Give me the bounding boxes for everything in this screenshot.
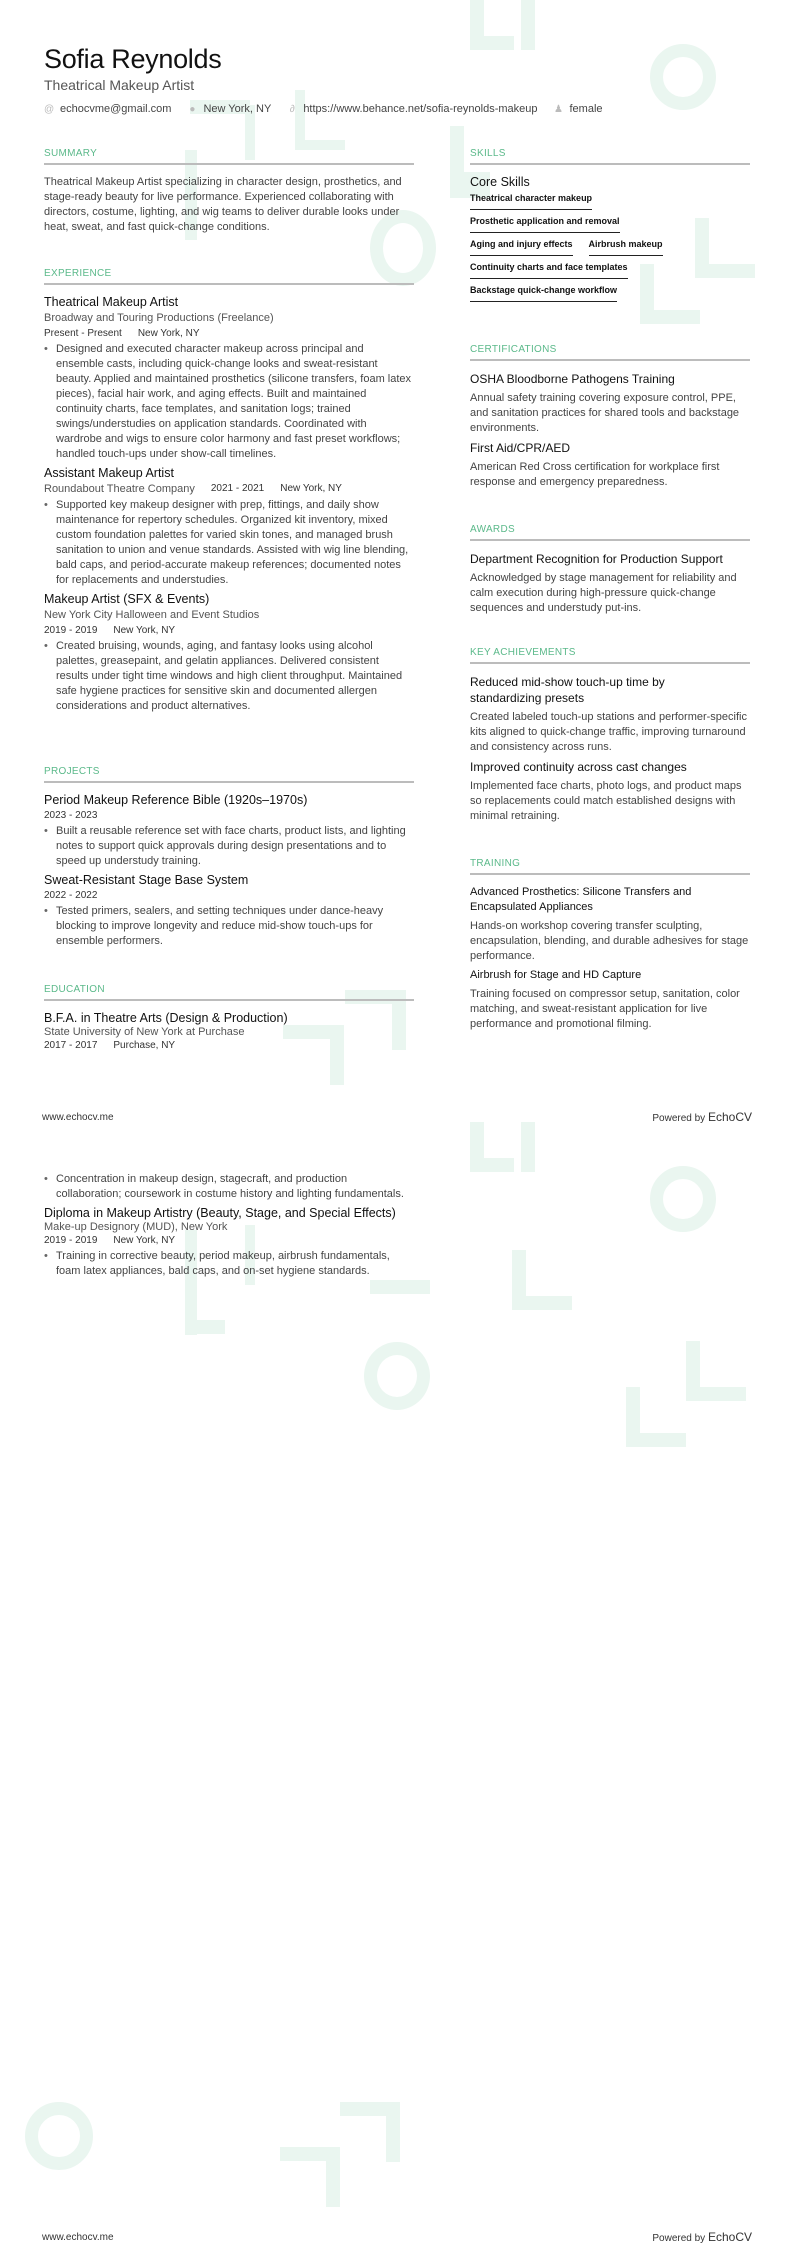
training-text: Hands-on workshop covering transfer sculpting, encapsulation, blending, and durable adhesives for stage performance. [470, 920, 749, 962]
contact-portfolio-link[interactable]: https://www.behance.net/sofia-reynolds-makeup [303, 103, 538, 115]
education-meta [44, 1235, 414, 1246]
section-heading: KEY ACHIEVEMENTS [470, 647, 750, 664]
decor-shape [470, 1158, 514, 1172]
powered-by-label: Powered by [652, 1113, 708, 1124]
section-heading: CERTIFICATIONS [470, 344, 750, 361]
link-icon: ∂ [289, 103, 295, 115]
brand-link[interactable]: EchoCV [707, 1110, 752, 1124]
at-icon: @ [44, 103, 55, 115]
section-heading: SUMMARY [44, 148, 414, 165]
projects-section [44, 766, 414, 953]
certifications-section [470, 344, 750, 490]
decor-shape [686, 1387, 746, 1401]
company-name: Roundabout Theatre Company [44, 483, 195, 495]
project-title: Sweat-Resistant Stage Base System [44, 873, 249, 887]
summary-text: Theatrical Makeup Artist specializing in character design, prosthetics, and stage-ready beauty for live performance. Experienced collaborating with directors, costume, lighting, and wig teams to deliver durable looks under heat, sweat, and fast quick-change conditions. [44, 176, 402, 233]
project-dates: 2022 - 2022 [44, 890, 98, 901]
project-item [44, 793, 414, 869]
resume-header [0, 0, 794, 140]
job-bullets [44, 498, 414, 588]
section-heading: AWARDS [470, 524, 750, 541]
school-name: Make-up Designory (MUD), New York [44, 1221, 228, 1233]
achievement-title: Improved continuity across cast changes [470, 760, 687, 774]
company-name: New York City Halloween and Event Studios [44, 609, 260, 621]
job-bullets [44, 342, 414, 462]
job-dates: 2019 - 2019 [44, 625, 98, 636]
summary-section [44, 148, 414, 235]
education-section [44, 984, 414, 1054]
project-item [44, 873, 414, 949]
footer-site-link[interactable]: www.echocv.me [42, 1112, 114, 1123]
award-item [470, 551, 750, 616]
footer-powered-by [652, 2230, 752, 2244]
job-location: New York, NY [113, 625, 176, 636]
project-title: Period Makeup Reference Bible (1920s–1970s) [44, 793, 308, 807]
education-bullets [44, 1249, 414, 1279]
decor-ring [650, 1166, 716, 1232]
contact-email[interactable]: echocvme@gmail.com [60, 103, 172, 115]
job-dates: Present - Present [44, 328, 122, 339]
skill-tag: Continuity charts and face templates [470, 262, 628, 279]
bullet-item: • Concentration in makeup design, stagecraft, and production collaboration; coursework in costume history and lighting fundamentals. [44, 1172, 414, 1202]
experience-item [44, 592, 414, 714]
job-meta [44, 483, 414, 495]
training-text: Training focused on compressor setup, sanitation, color matching, and sweat-resistant application for live performance and promotional filming. [470, 988, 740, 1030]
contact-row [44, 103, 613, 115]
skill-tag: Aging and injury effects [470, 239, 573, 256]
decor-ring [364, 1342, 430, 1410]
skills-section [470, 148, 750, 302]
experience-item [44, 466, 414, 588]
education-item [44, 1206, 414, 1279]
achievement-item [470, 759, 750, 824]
decor-shape [326, 2147, 340, 2207]
experience-item [44, 295, 414, 462]
section-heading: EDUCATION [44, 984, 414, 1001]
education-dates: 2019 - 2019 [44, 1235, 98, 1246]
section-heading: PROJECTS [44, 766, 414, 783]
achievement-text: Created labeled touch-up stations and performer-specific kits aligned to quick-change traffic, improving turnaround and consistency across runs. [470, 711, 747, 753]
person-icon: ♟ [554, 103, 563, 115]
education-continued [44, 1172, 414, 1283]
bullet-item: • Training in corrective beauty, period makeup, airbrush fundamentals, foam latex appliances, bald caps, and on-set hygiene standards. [44, 1249, 414, 1279]
candidate-name: Sofia Reynolds [44, 44, 222, 74]
education-item [44, 1011, 414, 1051]
certification-title: First Aid/CPR/AED [470, 441, 571, 455]
project-bullets [44, 904, 414, 949]
certification-text: American Red Cross certification for workplace first response and emergency preparedness. [470, 461, 720, 488]
degree-title: Diploma in Makeup Artistry (Beauty, Stage, and Special Effects) [44, 1206, 396, 1220]
job-location: New York, NY [280, 483, 342, 494]
certification-text: Annual safety training covering exposure control, PPE, and sanitation practices for shared tools and backstage environments. [470, 392, 740, 434]
project-dates: 2023 - 2023 [44, 810, 98, 821]
bullet-item: • Designed and executed character makeup across principal and ensemble casts, including quick-change looks and sweat-resistant beauty. Applied and maintained prosthetics (silicone transfers, foam latex pieces), facial hair work, and aging effects. Built and maintained continuity charts, face templates, and sanitation logs; trained swings/understudies on application standards. Coordinated with wardrobe and wigs to ensure color harmony and fast preset workflows; handled touch-ups under show-call timelines. [44, 342, 414, 462]
certification-item [470, 371, 750, 436]
training-item [470, 885, 750, 964]
training-item [470, 968, 750, 1032]
decor-shape [185, 1320, 225, 1334]
footer-site-link[interactable]: www.echocv.me [42, 2232, 114, 2243]
education-meta [44, 1040, 414, 1051]
skill-group-title: Core Skills [470, 175, 530, 189]
bullet-item: • Created bruising, wounds, aging, and fantasy looks using alcohol palettes, greasepaint, and gelatin appliances. Delivered consistent results under tight time windows and high client throughput. Maintained safe hygiene practices for sensitive skin and documented allergen considerations and product alternatives. [44, 639, 414, 714]
skill-tags [470, 193, 670, 302]
award-title: Department Recognition for Production Support [470, 552, 723, 566]
education-dates: 2017 - 2017 [44, 1040, 98, 1051]
job-meta [44, 625, 414, 636]
decor-shape [512, 1296, 572, 1310]
project-bullets [44, 824, 414, 869]
education-location: New York, NY [113, 1235, 176, 1246]
job-location: New York, NY [137, 328, 200, 339]
award-text: Acknowledged by stage management for reliability and calm execution during high-pressure quick-change sequences and understudy put-ins. [470, 572, 737, 614]
candidate-title: Theatrical Makeup Artist [44, 77, 195, 93]
education-bullets [44, 1172, 414, 1202]
job-title: Assistant Makeup Artist [44, 466, 174, 480]
bullet-item: • Tested primers, sealers, and setting techniques under dance-heavy blocking to improve longevity and reduce mid-show touch-ups for ensemble performers. [44, 904, 414, 949]
degree-title: B.F.A. in Theatre Arts (Design & Production) [44, 1011, 288, 1025]
section-heading: SKILLS [470, 148, 750, 165]
decor-ring [25, 2102, 93, 2170]
powered-by-label: Powered by [652, 2233, 708, 2244]
job-meta [44, 328, 414, 339]
experience-section [44, 268, 414, 718]
section-heading: TRAINING [470, 858, 750, 875]
job-title: Makeup Artist (SFX & Events) [44, 592, 210, 606]
footer-powered-by [652, 1110, 752, 1124]
map-pin-icon: ● [189, 103, 196, 115]
certification-title: OSHA Bloodborne Pathogens Training [470, 372, 675, 386]
brand-link[interactable]: EchoCV [707, 2230, 752, 2244]
achievement-title: Reduced mid-show touch-up time by standardizing presets [470, 675, 665, 705]
decor-shape [521, 1122, 535, 1172]
job-title: Theatrical Makeup Artist [44, 295, 179, 309]
school-name: State University of New York at Purchase [44, 1026, 245, 1038]
certification-item [470, 440, 750, 490]
skill-tag: Theatrical character makeup [470, 193, 592, 210]
skill-tag: Prosthetic application and removal [470, 216, 620, 233]
training-section [470, 858, 750, 1032]
training-title: Airbrush for Stage and HD Capture [470, 969, 642, 981]
job-dates: 2021 - 2021 [210, 483, 265, 494]
achievement-text: Implemented face charts, photo logs, and product maps so replacements could match established designs with minimal retraining. [470, 780, 742, 822]
awards-section [470, 524, 750, 616]
skill-tag: Backstage quick-change workflow [470, 285, 617, 302]
company-name: Broadway and Touring Productions (Freelance) [44, 312, 274, 324]
job-bullets [44, 639, 414, 714]
section-heading: EXPERIENCE [44, 268, 414, 285]
decor-shape [626, 1433, 686, 1447]
achievements-section [470, 647, 750, 824]
education-location: Purchase, NY [113, 1040, 176, 1051]
skill-tag: Airbrush makeup [589, 239, 663, 256]
bullet-item: • Supported key makeup designer with prep, fittings, and daily show maintenance for repertory schedules. Organized kit inventory, mixed custom foundation palettes for varied skin tones, and managed brush sanitation to union and venue standards. Assisted with wig line blending, bald caps, and period-accurate makeup references; documented notes for replacements and understudies. [44, 498, 414, 588]
training-title: Advanced Prosthetics: Silicone Transfers and Encapsulated Appliances [470, 886, 692, 913]
bullet-item: • Built a reusable reference set with face charts, product lists, and lighting notes to support quick approvals during design presentations and to speed up understudy training. [44, 824, 414, 869]
achievement-item [470, 674, 750, 755]
decor-shape [640, 310, 700, 324]
contact-gender: female [569, 103, 603, 115]
contact-location: New York, NY [203, 103, 272, 115]
decor-shape [386, 2102, 400, 2162]
